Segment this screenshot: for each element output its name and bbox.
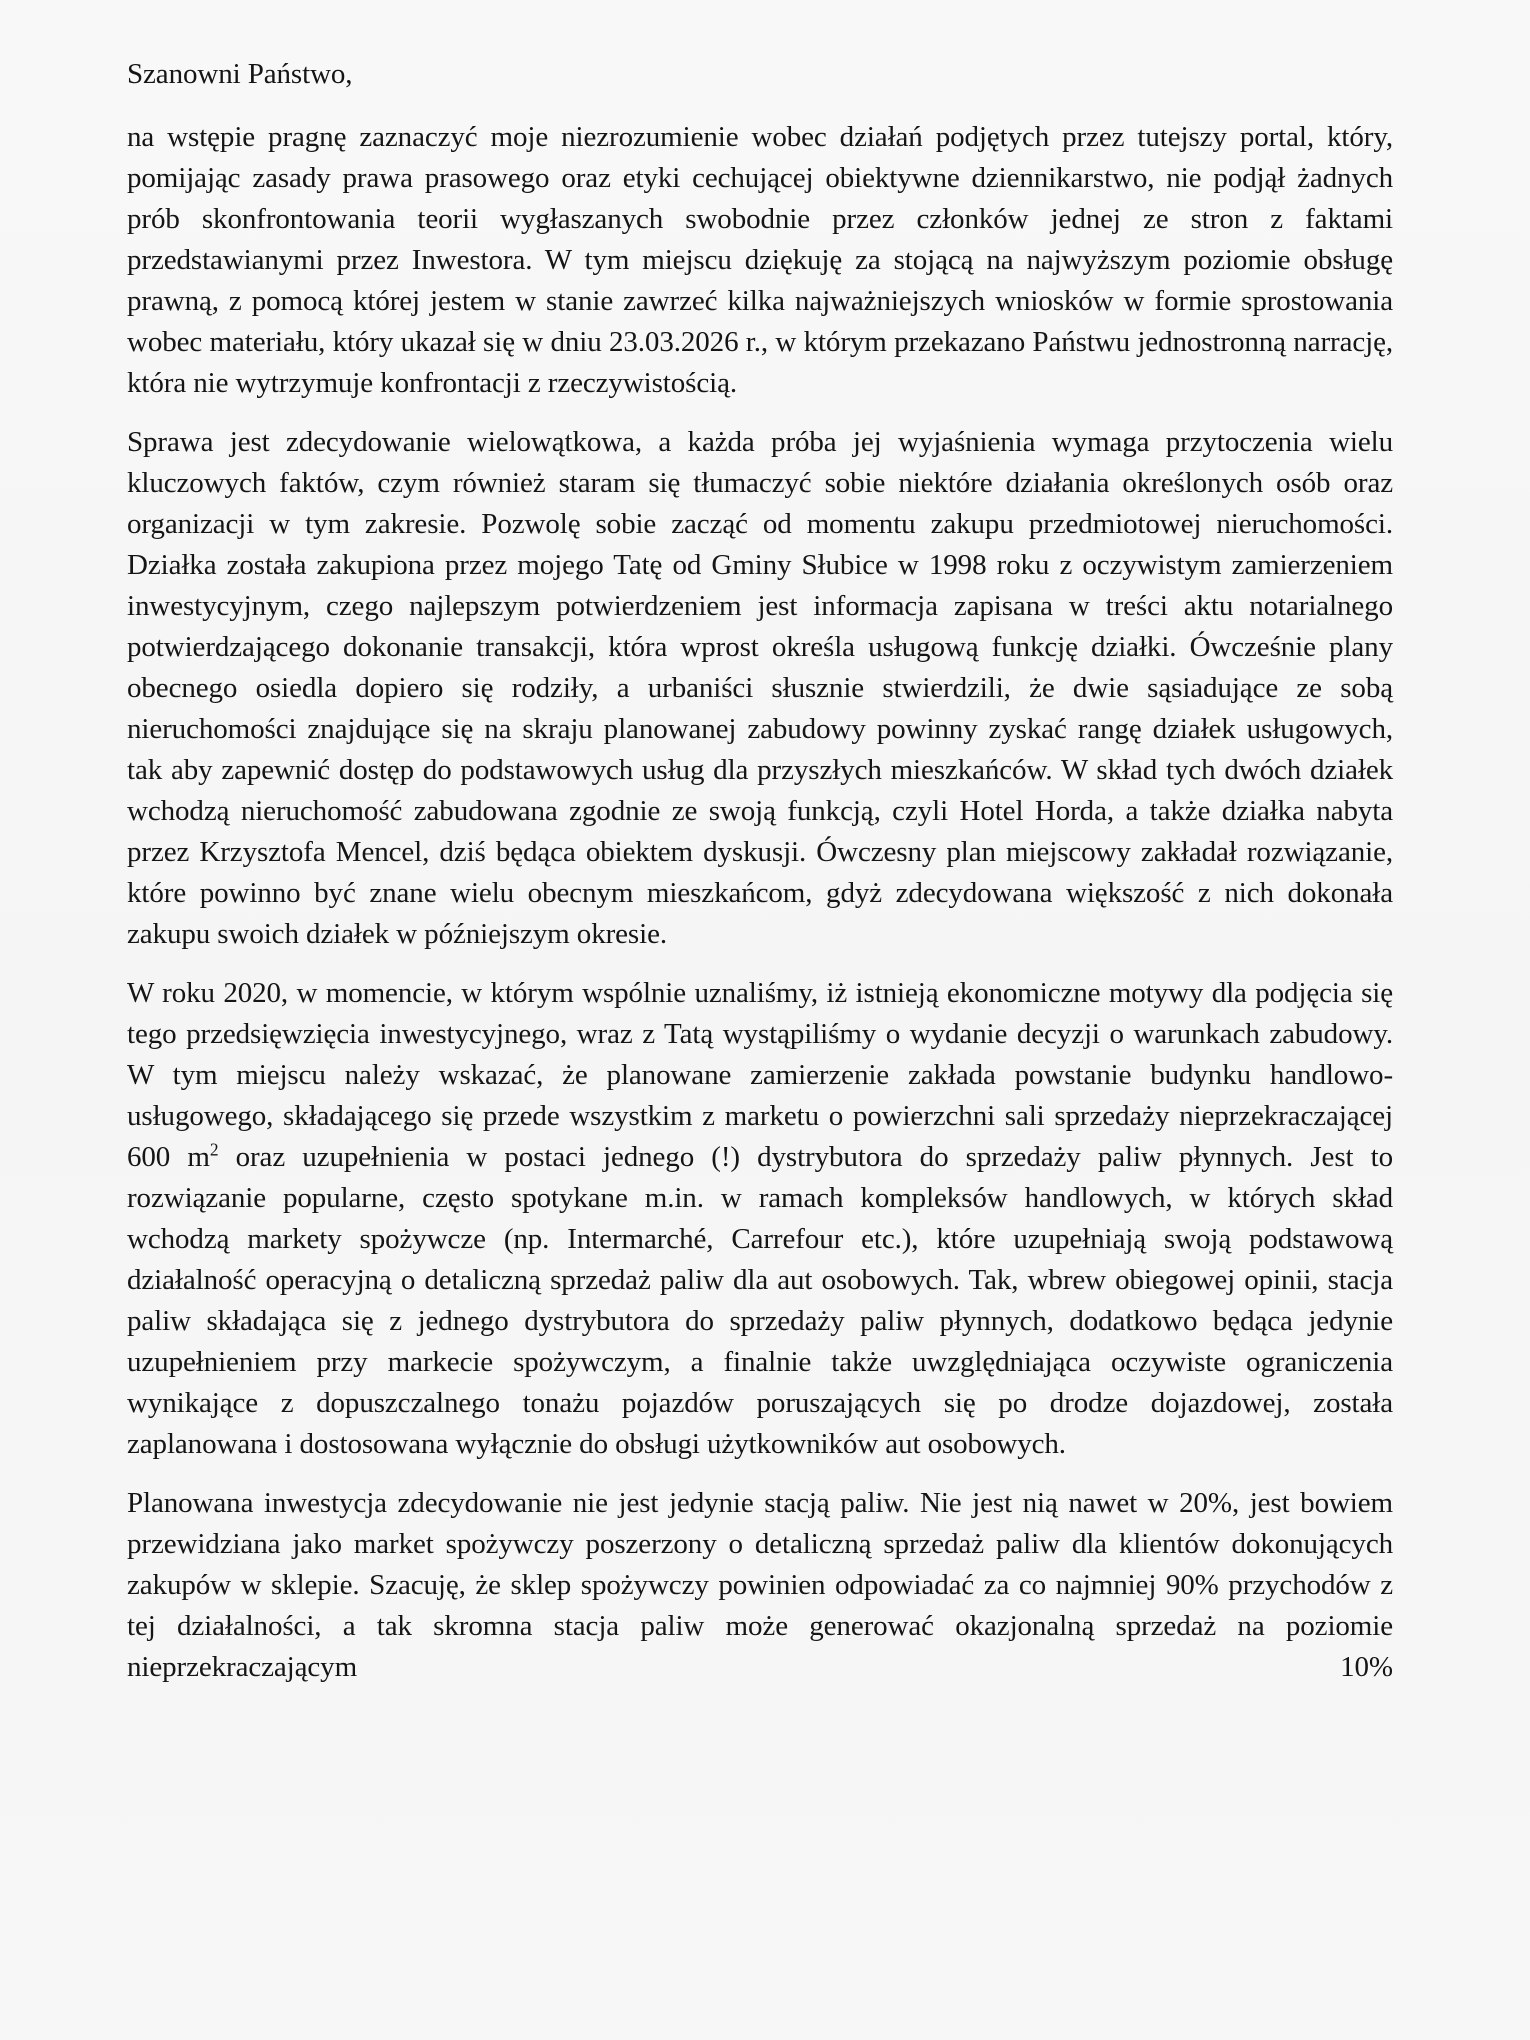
paragraph-intro: na wstępie pragnę zaznaczyć moje niezrozumienie wobec działań podjętych przez tutejszy portal, który, pomijając zasady prawa prasowego oraz etyki cechującej obiektywne dziennikarstwo, nie podjął żadnych prób skonfrontowania teorii wygłaszanych swobodnie przez członków jednej ze stron z faktami przedstawianymi przez Inwestora. W tym miejscu dziękuję za stojącą na najwyższym poziomie obsługę prawną, z pomocą której jestem w stanie zawrzeć kilka najważniejszych wniosków w formie sprostowania wobec materiału, który ukazał się w dniu 23.03.2026 r., w którym przekazano Państwu jednostronną narrację, która nie wytrzymuje konfrontacji z rzeczywistością. [127, 121, 1393, 399]
paragraph-investment-2020 [127, 973, 1393, 1465]
paragraph-text-part: oraz uzupełnienia w postaci jednego (!) dystrybutora do sprzedaży paliw płynnych. Jest to rozwiązanie popularne, często spotykane m.in. w ramach kompleksów handlowych, w których skład wchodzą markety spożywcze (np. Intermarché, Carrefour etc.), które uzupełniają swoją podstawową działalność operacyjną o detaliczną sprzedaż paliw dla aut osobowych. Tak, wbrew obiegowej opinii, stacja paliw składająca się z jednego dystrybutora do sprzedaży paliw płynnych, dodatkowo będąca jedynie uzupełnieniem przy markecie spożywczym, a finalnie także uwzględniająca oczywiste ograniczenia wynikające z dopuszczalnego tonażu pojazdów poruszających się po drodze dojazdowej, została zaplanowana i dostosowana wyłącznie do obsługi użytkowników aut osobowych. [127, 1141, 1393, 1460]
paragraph-text-part: W roku 2020, w momencie, w którym wspólnie uznaliśmy, iż istnieją ekonomiczne motywy dla podjęcia się tego przedsięwzięcia inwestycyjnego, wraz z Tatą wystąpiliśmy o wydanie decyzji o warunkach zabudowy. W tym miejscu należy wskazać, że planowane zamierzenie zakłada powstanie budynku handlowo-usługowego, składającego się przede wszystkim z marketu o powierzchni sali sprzedaży nieprzekraczającej 600 m [127, 977, 1393, 1173]
superscript-squared: 2 [209, 1139, 219, 1160]
paragraph-property-history: Sprawa jest zdecydowanie wielowątkowa, a każda próba jej wyjaśnienia wymaga przytoczenia wielu kluczowych faktów, czym również staram się tłumaczyć sobie niektóre działania określonych osób oraz organizacji w tym zakresie. Pozwolę sobie zacząć od momentu zakupu przedmiotowej nieruchomości. Działka została zakupiona przez mojego Tatę od Gminy Słubice w 1998 roku z oczywistym zamierzeniem inwestycyjnym, czego najlepszym potwierdzeniem jest informacja zapisana w treści aktu notarialnego potwierdzającego dokonanie transakcji, która wprost określa usługową funkcję działki. Ówcześnie plany obecnego osiedla dopiero się rodziły, a urbaniści słusznie stwierdzili, że dwie sąsiadujące ze sobą nieruchomości znajdujące się na skraju planowanej zabudowy powinny zyskać rangę działek usługowych, tak aby zapewnić dostęp do podstawowych usług dla przyszłych mieszkańców. W skład tych dwóch działek wchodzą nieruchomość zabudowana zgodnie ze swoją funkcją, czyli Hotel Horda, a także działka nabyta przez Krzysztofa Mencel, dziś będąca obiektem dyskusji. Ówczesny plan miejscowy zakładał rozwiązanie, które powinno być znane wielu obecnym mieszkańcom, gdyż zdecydowana większość z nich dokonała zakupu swoich działek w późniejszym okresie. [127, 426, 1393, 950]
salutation: Szanowni Państwo, [127, 58, 353, 90]
paragraph-investment-scope: Planowana inwestycja zdecydowanie nie jest jedynie stacją paliw. Nie jest nią nawet w 20%, jest bowiem przewidziana jako market spożywczy poszerzony o detaliczną sprzedaż paliw dla klientów dokonujących zakupów w sklepie. Szacuję, że sklep spożywczy powinien odpowiadać za co najmniej 90% przychodów z tej działalności, a tak skromna stacja paliw może generować okazjonalną sprzedaż na poziomie nieprzekraczającym 10% [127, 1487, 1393, 1683]
letter-body [127, 54, 1393, 1706]
